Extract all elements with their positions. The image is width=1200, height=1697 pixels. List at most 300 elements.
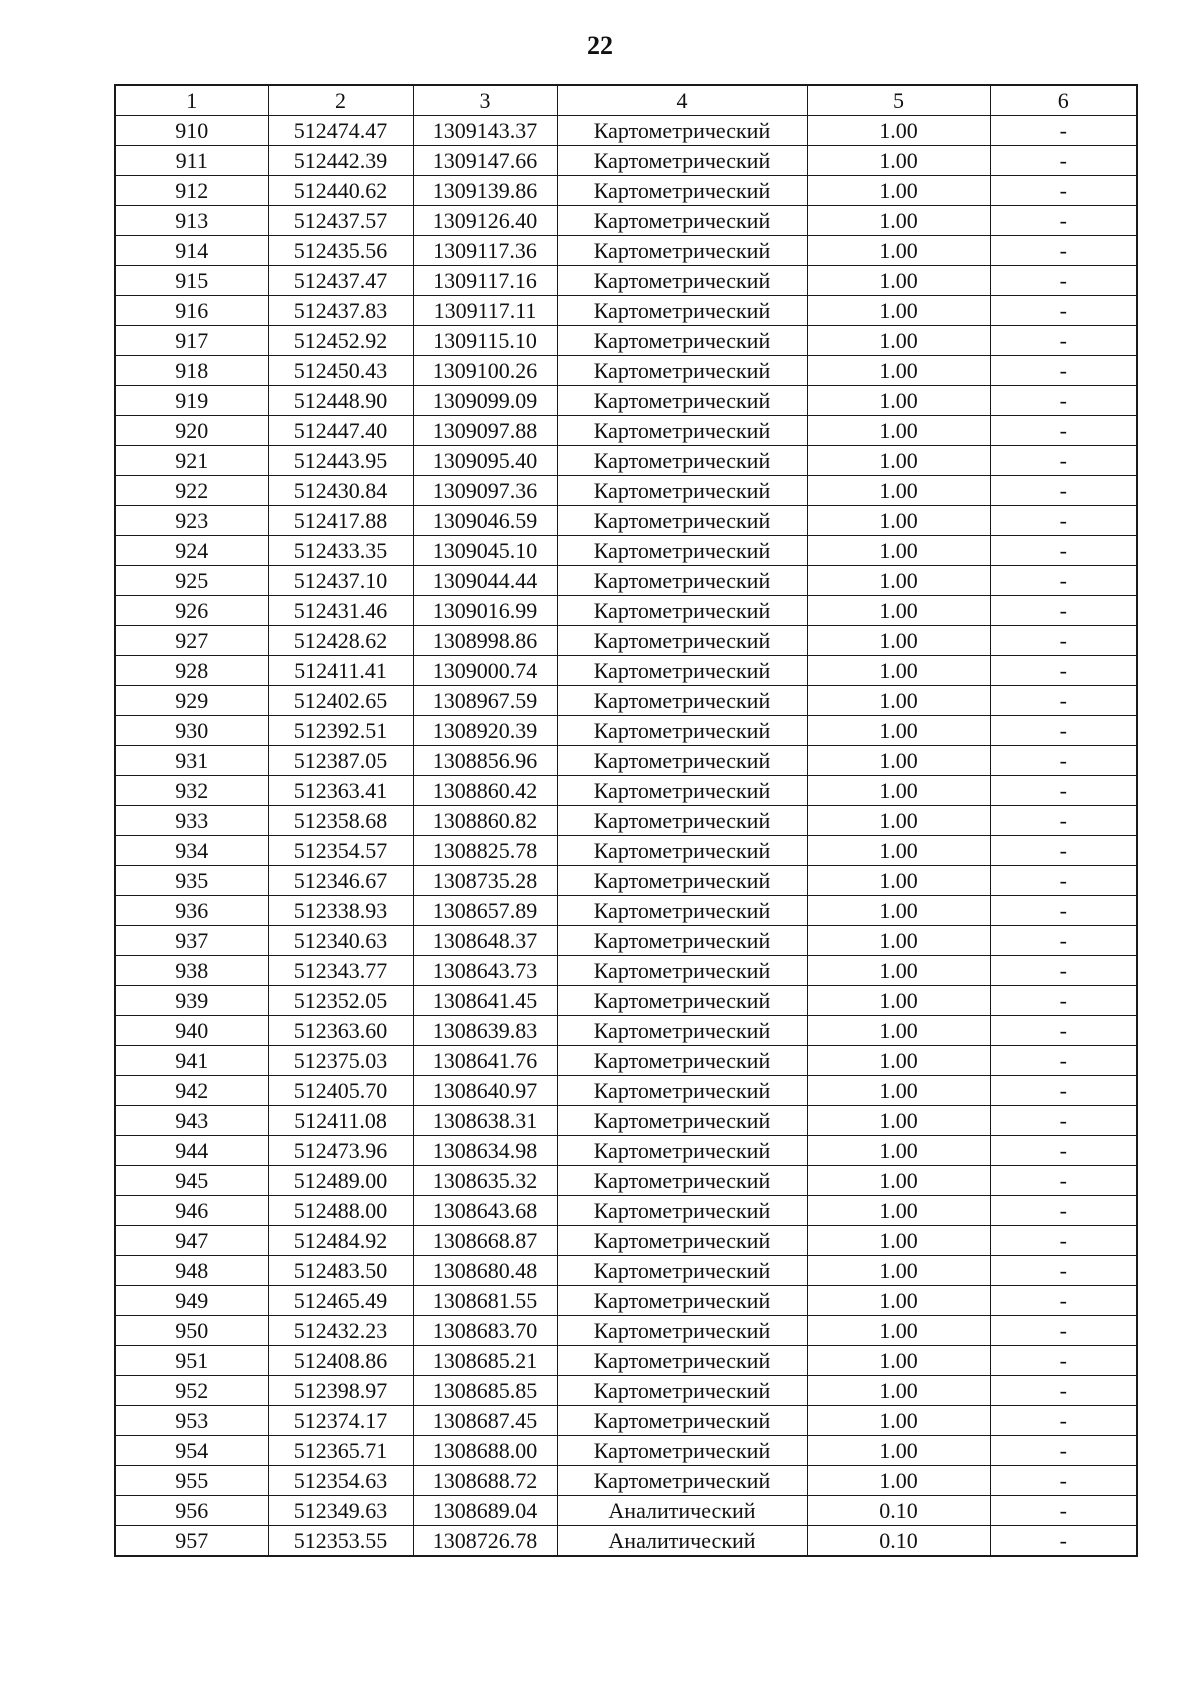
- note-cell: -: [990, 1466, 1137, 1496]
- table-row: [115, 1106, 1137, 1136]
- accuracy-cell: 1.00: [807, 356, 990, 386]
- table-row: [115, 926, 1137, 956]
- y-coordinate-cell: 1308998.86: [413, 626, 557, 656]
- accuracy-cell: 1.00: [807, 296, 990, 326]
- y-coordinate-cell: 1308634.98: [413, 1136, 557, 1166]
- note-cell: -: [990, 1016, 1137, 1046]
- method-cell: Картометрический: [557, 146, 807, 176]
- method-cell: Картометрический: [557, 296, 807, 326]
- x-coordinate-cell: 512343.77: [268, 956, 413, 986]
- x-coordinate-cell: 512452.92: [268, 326, 413, 356]
- point-number-cell: 941: [115, 1046, 268, 1076]
- point-number-cell: 933: [115, 806, 268, 836]
- x-coordinate-cell: 512489.00: [268, 1166, 413, 1196]
- table-row: [115, 416, 1137, 446]
- note-cell: -: [990, 776, 1137, 806]
- note-cell: -: [990, 1346, 1137, 1376]
- method-cell: Картометрический: [557, 626, 807, 656]
- table-row: [115, 1016, 1137, 1046]
- note-cell: -: [990, 116, 1137, 146]
- accuracy-cell: 1.00: [807, 626, 990, 656]
- accuracy-cell: 1.00: [807, 386, 990, 416]
- point-number-cell: 915: [115, 266, 268, 296]
- y-coordinate-cell: 1309115.10: [413, 326, 557, 356]
- table-row: [115, 1526, 1137, 1557]
- method-cell: Картометрический: [557, 1376, 807, 1406]
- accuracy-cell: 1.00: [807, 146, 990, 176]
- point-number-cell: 954: [115, 1436, 268, 1466]
- column-header-6: 6: [990, 85, 1137, 116]
- y-coordinate-cell: 1308641.45: [413, 986, 557, 1016]
- x-coordinate-cell: 512443.95: [268, 446, 413, 476]
- note-cell: -: [990, 1046, 1137, 1076]
- point-number-cell: 920: [115, 416, 268, 446]
- note-cell: -: [990, 926, 1137, 956]
- x-coordinate-cell: 512405.70: [268, 1076, 413, 1106]
- accuracy-cell: 1.00: [807, 926, 990, 956]
- method-cell: Картометрический: [557, 596, 807, 626]
- point-number-cell: 950: [115, 1316, 268, 1346]
- y-coordinate-cell: 1308643.73: [413, 956, 557, 986]
- accuracy-cell: 1.00: [807, 1226, 990, 1256]
- method-cell: Картометрический: [557, 416, 807, 446]
- point-number-cell: 948: [115, 1256, 268, 1286]
- x-coordinate-cell: 512465.49: [268, 1286, 413, 1316]
- x-coordinate-cell: 512440.62: [268, 176, 413, 206]
- note-cell: -: [990, 236, 1137, 266]
- y-coordinate-cell: 1308685.85: [413, 1376, 557, 1406]
- accuracy-cell: 1.00: [807, 866, 990, 896]
- method-cell: Картометрический: [557, 896, 807, 926]
- x-coordinate-cell: 512447.40: [268, 416, 413, 446]
- note-cell: -: [990, 686, 1137, 716]
- note-cell: -: [990, 1196, 1137, 1226]
- note-cell: -: [990, 506, 1137, 536]
- accuracy-cell: 1.00: [807, 1016, 990, 1046]
- accuracy-cell: 1.00: [807, 896, 990, 926]
- y-coordinate-cell: 1309100.26: [413, 356, 557, 386]
- point-number-cell: 947: [115, 1226, 268, 1256]
- note-cell: -: [990, 1376, 1137, 1406]
- method-cell: Картометрический: [557, 806, 807, 836]
- method-cell: Картометрический: [557, 1466, 807, 1496]
- table-row: [115, 236, 1137, 266]
- y-coordinate-cell: 1309143.37: [413, 116, 557, 146]
- x-coordinate-cell: 512437.10: [268, 566, 413, 596]
- x-coordinate-cell: 512442.39: [268, 146, 413, 176]
- y-coordinate-cell: 1308638.31: [413, 1106, 557, 1136]
- table-row: [115, 626, 1137, 656]
- y-coordinate-cell: 1309016.99: [413, 596, 557, 626]
- note-cell: -: [990, 146, 1137, 176]
- accuracy-cell: 1.00: [807, 206, 990, 236]
- method-cell: Картометрический: [557, 1286, 807, 1316]
- method-cell: Картометрический: [557, 1196, 807, 1226]
- accuracy-cell: 1.00: [807, 716, 990, 746]
- table-row: [115, 1496, 1137, 1526]
- point-number-cell: 957: [115, 1526, 268, 1557]
- point-number-cell: 952: [115, 1376, 268, 1406]
- x-coordinate-cell: 512346.67: [268, 866, 413, 896]
- point-number-cell: 951: [115, 1346, 268, 1376]
- point-number-cell: 929: [115, 686, 268, 716]
- note-cell: -: [990, 1166, 1137, 1196]
- y-coordinate-cell: 1308648.37: [413, 926, 557, 956]
- x-coordinate-cell: 512340.63: [268, 926, 413, 956]
- method-cell: Картометрический: [557, 386, 807, 416]
- note-cell: -: [990, 866, 1137, 896]
- method-cell: Картометрический: [557, 1106, 807, 1136]
- point-number-cell: 914: [115, 236, 268, 266]
- y-coordinate-cell: 1309046.59: [413, 506, 557, 536]
- table-row: [115, 836, 1137, 866]
- table-row: [115, 1316, 1137, 1346]
- method-cell: Картометрический: [557, 116, 807, 146]
- point-number-cell: 953: [115, 1406, 268, 1436]
- y-coordinate-cell: 1308726.78: [413, 1526, 557, 1557]
- column-header-1: 1: [115, 85, 268, 116]
- accuracy-cell: 1.00: [807, 596, 990, 626]
- note-cell: -: [990, 296, 1137, 326]
- point-number-cell: 917: [115, 326, 268, 356]
- point-number-cell: 922: [115, 476, 268, 506]
- x-coordinate-cell: 512354.57: [268, 836, 413, 866]
- y-coordinate-cell: 1309099.09: [413, 386, 557, 416]
- method-cell: Картометрический: [557, 746, 807, 776]
- y-coordinate-cell: 1308920.39: [413, 716, 557, 746]
- y-coordinate-cell: 1309044.44: [413, 566, 557, 596]
- note-cell: -: [990, 656, 1137, 686]
- table-row: [115, 476, 1137, 506]
- accuracy-cell: 1.00: [807, 266, 990, 296]
- note-cell: -: [990, 626, 1137, 656]
- note-cell: -: [990, 1256, 1137, 1286]
- point-number-cell: 911: [115, 146, 268, 176]
- x-coordinate-cell: 512363.60: [268, 1016, 413, 1046]
- accuracy-cell: 1.00: [807, 1076, 990, 1106]
- accuracy-cell: 1.00: [807, 416, 990, 446]
- x-coordinate-cell: 512353.55: [268, 1526, 413, 1557]
- note-cell: -: [990, 986, 1137, 1016]
- x-coordinate-cell: 512430.84: [268, 476, 413, 506]
- method-cell: Картометрический: [557, 326, 807, 356]
- accuracy-cell: 1.00: [807, 986, 990, 1016]
- accuracy-cell: 0.10: [807, 1526, 990, 1557]
- point-number-cell: 910: [115, 116, 268, 146]
- method-cell: Картометрический: [557, 1436, 807, 1466]
- method-cell: Картометрический: [557, 1226, 807, 1256]
- table-row: [115, 1196, 1137, 1226]
- note-cell: -: [990, 446, 1137, 476]
- accuracy-cell: 1.00: [807, 836, 990, 866]
- accuracy-cell: 1.00: [807, 1466, 990, 1496]
- method-cell: Картометрический: [557, 836, 807, 866]
- point-number-cell: 926: [115, 596, 268, 626]
- method-cell: Картометрический: [557, 506, 807, 536]
- y-coordinate-cell: 1308735.28: [413, 866, 557, 896]
- table-row: [115, 956, 1137, 986]
- method-cell: Картометрический: [557, 566, 807, 596]
- point-number-cell: 949: [115, 1286, 268, 1316]
- note-cell: -: [990, 206, 1137, 236]
- x-coordinate-cell: 512431.46: [268, 596, 413, 626]
- y-coordinate-cell: 1308640.97: [413, 1076, 557, 1106]
- accuracy-cell: 1.00: [807, 116, 990, 146]
- point-number-cell: 944: [115, 1136, 268, 1166]
- y-coordinate-cell: 1308668.87: [413, 1226, 557, 1256]
- method-cell: Картометрический: [557, 1346, 807, 1376]
- table-row: [115, 506, 1137, 536]
- note-cell: -: [990, 1136, 1137, 1166]
- x-coordinate-cell: 512411.08: [268, 1106, 413, 1136]
- table-row: [115, 566, 1137, 596]
- accuracy-cell: 1.00: [807, 476, 990, 506]
- accuracy-cell: 1.00: [807, 506, 990, 536]
- y-coordinate-cell: 1308680.48: [413, 1256, 557, 1286]
- table-row: [115, 1226, 1137, 1256]
- method-cell: Картометрический: [557, 1166, 807, 1196]
- y-coordinate-cell: 1308643.68: [413, 1196, 557, 1226]
- table-row: [115, 206, 1137, 236]
- method-cell: Картометрический: [557, 1256, 807, 1286]
- accuracy-cell: 1.00: [807, 1046, 990, 1076]
- accuracy-cell: 0.10: [807, 1496, 990, 1526]
- point-number-cell: 928: [115, 656, 268, 686]
- method-cell: Картометрический: [557, 776, 807, 806]
- accuracy-cell: 1.00: [807, 746, 990, 776]
- method-cell: Картометрический: [557, 1076, 807, 1106]
- y-coordinate-cell: 1308639.83: [413, 1016, 557, 1046]
- column-header-3: 3: [413, 85, 557, 116]
- x-coordinate-cell: 512474.47: [268, 116, 413, 146]
- point-number-cell: 931: [115, 746, 268, 776]
- y-coordinate-cell: 1309147.66: [413, 146, 557, 176]
- y-coordinate-cell: 1309045.10: [413, 536, 557, 566]
- method-cell: Картометрический: [557, 176, 807, 206]
- table-row: [115, 1166, 1137, 1196]
- table-row: [115, 1376, 1137, 1406]
- point-number-cell: 924: [115, 536, 268, 566]
- method-cell: Картометрический: [557, 986, 807, 1016]
- x-coordinate-cell: 512433.35: [268, 536, 413, 566]
- y-coordinate-cell: 1308681.55: [413, 1286, 557, 1316]
- x-coordinate-cell: 512417.88: [268, 506, 413, 536]
- accuracy-cell: 1.00: [807, 566, 990, 596]
- point-number-cell: 942: [115, 1076, 268, 1106]
- y-coordinate-cell: 1308683.70: [413, 1316, 557, 1346]
- method-cell: Картометрический: [557, 956, 807, 986]
- table-row: [115, 1346, 1137, 1376]
- note-cell: -: [990, 896, 1137, 926]
- note-cell: -: [990, 836, 1137, 866]
- method-cell: Картометрический: [557, 356, 807, 386]
- table-row: [115, 1046, 1137, 1076]
- table-row: [115, 806, 1137, 836]
- table-row: [115, 1256, 1137, 1286]
- method-cell: Аналитический: [557, 1526, 807, 1557]
- point-number-cell: 938: [115, 956, 268, 986]
- table-row: [115, 686, 1137, 716]
- point-number-cell: 935: [115, 866, 268, 896]
- method-cell: Картометрический: [557, 686, 807, 716]
- table-row: [115, 446, 1137, 476]
- table-row: [115, 536, 1137, 566]
- x-coordinate-cell: 512375.03: [268, 1046, 413, 1076]
- x-coordinate-cell: 512387.05: [268, 746, 413, 776]
- accuracy-cell: 1.00: [807, 1136, 990, 1166]
- accuracy-cell: 1.00: [807, 1436, 990, 1466]
- point-number-cell: 939: [115, 986, 268, 1016]
- table-row: [115, 116, 1137, 146]
- y-coordinate-cell: 1309117.36: [413, 236, 557, 266]
- accuracy-cell: 1.00: [807, 176, 990, 206]
- method-cell: Аналитический: [557, 1496, 807, 1526]
- column-header-5: 5: [807, 85, 990, 116]
- point-number-cell: 923: [115, 506, 268, 536]
- point-number-cell: 943: [115, 1106, 268, 1136]
- method-cell: Картометрический: [557, 236, 807, 266]
- point-number-cell: 946: [115, 1196, 268, 1226]
- x-coordinate-cell: 512402.65: [268, 686, 413, 716]
- point-number-cell: 937: [115, 926, 268, 956]
- accuracy-cell: 1.00: [807, 1346, 990, 1376]
- method-cell: Картометрический: [557, 866, 807, 896]
- note-cell: -: [990, 1286, 1137, 1316]
- x-coordinate-cell: 512484.92: [268, 1226, 413, 1256]
- accuracy-cell: 1.00: [807, 656, 990, 686]
- method-cell: Картометрический: [557, 206, 807, 236]
- x-coordinate-cell: 512488.00: [268, 1196, 413, 1226]
- note-cell: -: [990, 476, 1137, 506]
- point-number-cell: 955: [115, 1466, 268, 1496]
- note-cell: -: [990, 1106, 1137, 1136]
- y-coordinate-cell: 1308688.00: [413, 1436, 557, 1466]
- accuracy-cell: 1.00: [807, 1196, 990, 1226]
- table-row: [115, 1406, 1137, 1436]
- y-coordinate-cell: 1308860.82: [413, 806, 557, 836]
- table-row: [115, 386, 1137, 416]
- x-coordinate-cell: 512437.47: [268, 266, 413, 296]
- x-coordinate-cell: 512365.71: [268, 1436, 413, 1466]
- accuracy-cell: 1.00: [807, 806, 990, 836]
- point-number-cell: 919: [115, 386, 268, 416]
- x-coordinate-cell: 512354.63: [268, 1466, 413, 1496]
- note-cell: -: [990, 416, 1137, 446]
- y-coordinate-cell: 1308635.32: [413, 1166, 557, 1196]
- note-cell: -: [990, 356, 1137, 386]
- table-header-row: [115, 85, 1137, 116]
- x-coordinate-cell: 512358.68: [268, 806, 413, 836]
- note-cell: -: [990, 1436, 1137, 1466]
- accuracy-cell: 1.00: [807, 1256, 990, 1286]
- y-coordinate-cell: 1308860.42: [413, 776, 557, 806]
- note-cell: -: [990, 806, 1137, 836]
- y-coordinate-cell: 1308967.59: [413, 686, 557, 716]
- y-coordinate-cell: 1308687.45: [413, 1406, 557, 1436]
- accuracy-cell: 1.00: [807, 776, 990, 806]
- x-coordinate-cell: 512437.83: [268, 296, 413, 326]
- x-coordinate-cell: 512352.05: [268, 986, 413, 1016]
- method-cell: Картометрический: [557, 716, 807, 746]
- accuracy-cell: 1.00: [807, 1166, 990, 1196]
- note-cell: -: [990, 746, 1137, 776]
- y-coordinate-cell: 1309117.16: [413, 266, 557, 296]
- accuracy-cell: 1.00: [807, 236, 990, 266]
- x-coordinate-cell: 512448.90: [268, 386, 413, 416]
- note-cell: -: [990, 176, 1137, 206]
- point-number-cell: 930: [115, 716, 268, 746]
- accuracy-cell: 1.00: [807, 1406, 990, 1436]
- y-coordinate-cell: 1309097.88: [413, 416, 557, 446]
- table-row: [115, 746, 1137, 776]
- table-row: [115, 146, 1137, 176]
- method-cell: Картометрический: [557, 446, 807, 476]
- accuracy-cell: 1.00: [807, 1316, 990, 1346]
- point-number-cell: 940: [115, 1016, 268, 1046]
- x-coordinate-cell: 512450.43: [268, 356, 413, 386]
- y-coordinate-cell: 1308689.04: [413, 1496, 557, 1526]
- note-cell: -: [990, 596, 1137, 626]
- table-row: [115, 1076, 1137, 1106]
- y-coordinate-cell: 1308657.89: [413, 896, 557, 926]
- table-row: [115, 896, 1137, 926]
- x-coordinate-cell: 512374.17: [268, 1406, 413, 1436]
- x-coordinate-cell: 512473.96: [268, 1136, 413, 1166]
- note-cell: -: [990, 716, 1137, 746]
- note-cell: -: [990, 1226, 1137, 1256]
- point-number-cell: 932: [115, 776, 268, 806]
- y-coordinate-cell: 1308641.76: [413, 1046, 557, 1076]
- point-number-cell: 925: [115, 566, 268, 596]
- note-cell: -: [990, 956, 1137, 986]
- y-coordinate-cell: 1309139.86: [413, 176, 557, 206]
- accuracy-cell: 1.00: [807, 686, 990, 716]
- table-row: [115, 1436, 1137, 1466]
- x-coordinate-cell: 512411.41: [268, 656, 413, 686]
- table-row: [115, 716, 1137, 746]
- accuracy-cell: 1.00: [807, 956, 990, 986]
- y-coordinate-cell: 1308685.21: [413, 1346, 557, 1376]
- x-coordinate-cell: 512398.97: [268, 1376, 413, 1406]
- note-cell: -: [990, 326, 1137, 356]
- point-number-cell: 912: [115, 176, 268, 206]
- method-cell: Картометрический: [557, 476, 807, 506]
- x-coordinate-cell: 512338.93: [268, 896, 413, 926]
- table-row: [115, 1286, 1137, 1316]
- point-number-cell: 956: [115, 1496, 268, 1526]
- x-coordinate-cell: 512428.62: [268, 626, 413, 656]
- column-header-4: 4: [557, 85, 807, 116]
- table-row: [115, 296, 1137, 326]
- table-row: [115, 866, 1137, 896]
- point-number-cell: 936: [115, 896, 268, 926]
- note-cell: -: [990, 386, 1137, 416]
- x-coordinate-cell: 512392.51: [268, 716, 413, 746]
- y-coordinate-cell: 1308688.72: [413, 1466, 557, 1496]
- x-coordinate-cell: 512483.50: [268, 1256, 413, 1286]
- x-coordinate-cell: 512349.63: [268, 1496, 413, 1526]
- accuracy-cell: 1.00: [807, 536, 990, 566]
- x-coordinate-cell: 512437.57: [268, 206, 413, 236]
- method-cell: Картометрический: [557, 926, 807, 956]
- y-coordinate-cell: 1309117.11: [413, 296, 557, 326]
- method-cell: Картометрический: [557, 1016, 807, 1046]
- method-cell: Картометрический: [557, 1136, 807, 1166]
- table-row: [115, 596, 1137, 626]
- table-row: [115, 176, 1137, 206]
- point-number-cell: 913: [115, 206, 268, 236]
- point-number-cell: 934: [115, 836, 268, 866]
